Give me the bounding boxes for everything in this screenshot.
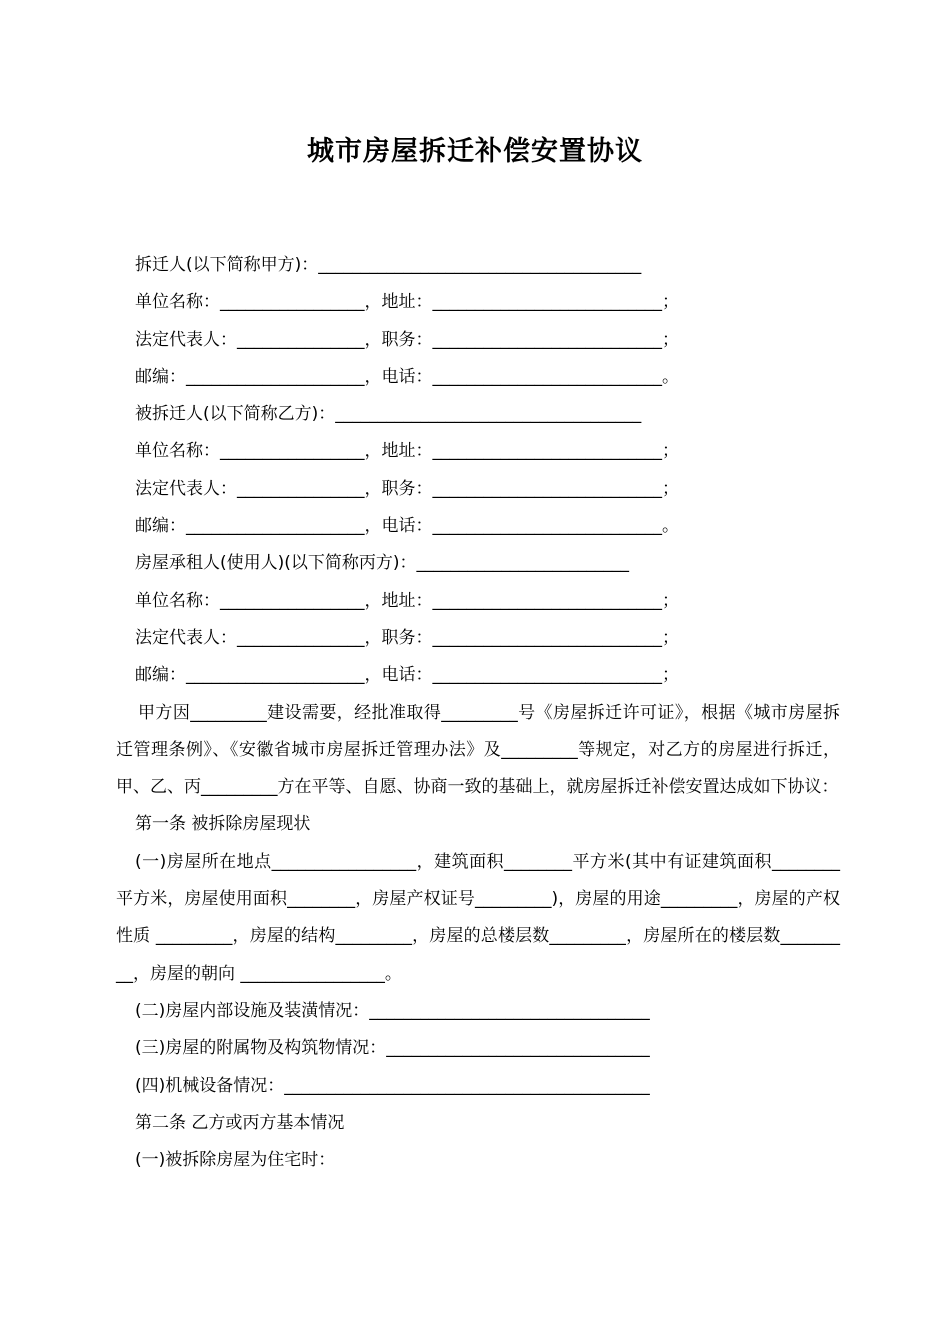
party-a-line: 拆迁人(以下简称甲方)：______________________________________: [135, 255, 642, 275]
party-c-postcode-line: 邮编：_____________________，电话：___________________________；: [135, 665, 679, 686]
party-a-postcode-line: 邮编：_____________________，电话：___________________________。: [135, 366, 679, 387]
article-2-item-1: (一)被拆除房屋为住宅时：: [135, 1150, 336, 1171]
document-title: 城市房屋拆迁补偿安置协议: [307, 136, 643, 167]
article-1-heading: 第一条 被拆除房屋现状: [135, 814, 311, 835]
article-1-item-3: (三)房屋的附属物及构筑物情况：_______________________________: [135, 1038, 650, 1059]
party-c-line: 房屋承租人(使用人)(以下简称丙方)：_________________________: [135, 553, 630, 574]
party-b-unit-line: 单位名称：_________________，地址：___________________________；: [135, 441, 679, 462]
party-c-rep-line: 法定代表人：_______________，职务：___________________________；: [135, 627, 679, 648]
article-1-item-4: (四)机械设备情况：___________________________________________: [135, 1075, 650, 1096]
party-b-rep-line: 法定代表人：_______________，职务：___________________________；: [135, 478, 679, 499]
party-c-unit-line: 单位名称：_________________，地址：___________________________；: [135, 590, 679, 611]
party-b-postcode-line: 邮编：_____________________，电话：___________________________。: [135, 516, 679, 537]
intro-paragraph: 甲方因_________建设需要，经批准取得_________号《房屋拆迁许可证》，根据《城市房屋拆迁管理条例》、《安徽省城市房屋拆迁管理办法》及_________等规定，对乙方的房屋进行拆迁，甲、乙、丙_________方在平等、自愿、协商一致的基础上，就房屋拆迁补偿安置达成如下协议：: [116, 702, 840, 798]
party-a-unit-line: 单位名称：_________________，地址：___________________________；: [135, 292, 679, 313]
document-body: [116, 247, 840, 1179]
article-1-item-1: (一)房屋所在地点_________________，建筑面积________平方米(其中有证建筑面积________平方米，房屋使用面积________，房屋产权证号_________)，房屋的用途_________，房屋的产权性质 _________，房屋的结构_________，房屋的总楼层数_________，房屋所在的楼层数_________，房屋的朝向 _________________。: [116, 851, 840, 984]
article-2-heading: 第二条 乙方或丙方基本情况: [135, 1112, 345, 1133]
article-1-item-2: (二)房屋内部设施及装潢情况：_________________________________: [135, 1000, 650, 1021]
party-a-rep-line: 法定代表人：_______________，职务：___________________________；: [135, 329, 679, 350]
party-b-line: 被拆迁人(以下简称乙方)：____________________________________: [135, 404, 642, 425]
